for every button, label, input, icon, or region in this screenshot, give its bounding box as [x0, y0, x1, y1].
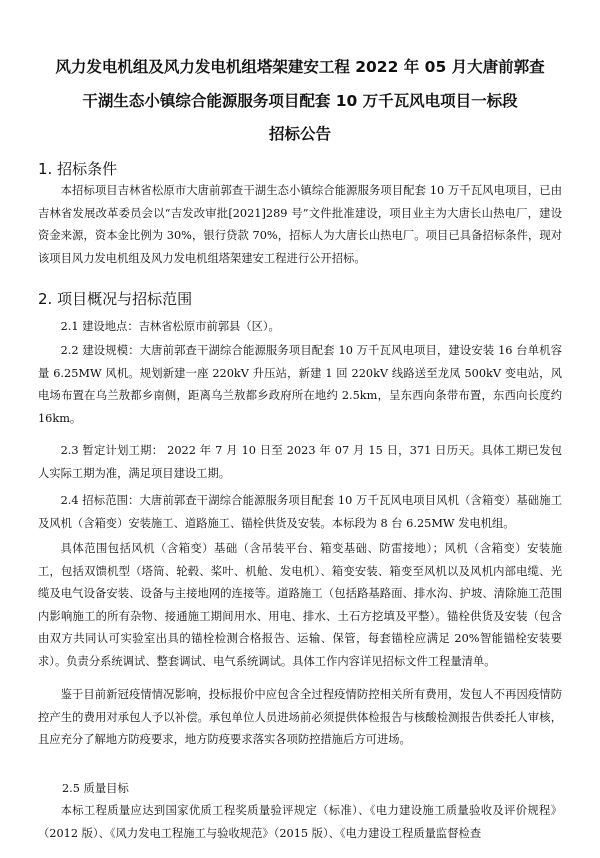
section-2-4-paragraph: 2.4 招标范围：大唐前郭查干湖综合能源服务项目配套 10 万千瓦风电项目风机（含箱变）基础施工及风机（含箱变）安装施工、道路施工、锚栓供货及安装。本标段为 8 台 6.25MW 发电机组。 — [38, 494, 562, 530]
title-line-1: 风力发电机组及风力发电机组塔架建安工程 2022 年 05 月大唐前郭查 — [55, 58, 545, 76]
title-line-3: 招标公告 — [268, 125, 331, 143]
epidemic-paragraph: 鉴于目前新冠疫情情况影响，投标报价中应包含全过程疫情防控相关所有费用，发包人不再因疫情防控产生的费用对承包人予以补偿。承包单位人员进场前必须提供体检报告与核酸检测报告供委托人审核，且应充分了解地方防疫要求，地方防疫要求落实各项防控措施后方可进场。 — [38, 688, 562, 747]
section-2-heading: 2. 项目概况与招标范围 — [38, 290, 193, 308]
title-line-2: 干湖生态小镇综合能源服务项目配套 10 万千瓦风电项目一标段 — [82, 92, 518, 110]
section-1-heading: 1. 招标条件 — [38, 160, 118, 178]
section-2-2-paragraph: 2.2 建设规模：大唐前郭查干湖综合能源服务项目配套 10 万千瓦风电项目，建设安装 16 台单机容量 6.25MW 风机。规划新建一座 220kV 升压站，新建 1 回 220kV 线路送至龙凤 500kV 变电站，风电场布置在乌兰敖都乡南侧，距离乌兰敖都乡政府所在地约 2.5km，呈东西向条带布置，东西向长度约 16km。 — [38, 344, 562, 425]
section-2-3-paragraph: 2.3 暂定计划工期： 2022 年 7 月 10 日至 2023 年 07 月 15 日，371 日历天。具体工期已发包人实际工期为准，满足项目建设工期。 — [38, 444, 562, 480]
section-2-1-paragraph: 2.1 建设地点：吉林省松原市前郭县（区）。 — [60, 320, 280, 333]
scope-detail-paragraph: 具体范围包括风机（含箱变）基础（含吊装平台、箱变基础、防雷接地）；风机（含箱变）安装施工，包括双馈机型（塔筒、轮毂、桨叶、机舱、发电机）、箱变安装、箱变至风机以及风机内部电缆、光缆及电气设备安装、设备与主接地网的连接等。道路施工（包括路基路面、排水沟、护坡、清除施工范围内影响施工的所有杂物、接通施工期间用水、用电、排水、土石方挖填及平整）。锚栓供货及安装（包含由双方共同认可实验室出具的锚栓检测合格报告、运输、保管，每套锚栓应满足 20%智能锚栓安装要求）。负责分系统调试、整套调试、电气系统调试。具体工作内容详见招标文件工程量清单。 — [38, 542, 562, 668]
section-1-paragraph: 本招标项目吉林省松原市大唐前郭查干湖生态小镇综合能源服务项目配套 10 万千瓦风电项目，已由吉林省发展改革委员会以“吉发改审批[2021]289 号”文件批准建设，项目业主为大唐长山热电厂，建设资金来源，资本金比例为 30%，银行贷款 70%，招标人为大唐长山热电厂。项目已具备招标条件，现对该项目风力发电机组及风力发电机组塔架建安工程进行公开招标。 — [38, 184, 562, 265]
quality-paragraph: 本标工程质量应达到国家优质工程奖质量验评规定（标准）、《电力建设施工质量验收及评价规程》（2012 版）、《风力发电工程施工与验收规范》（2015 版）、《电力建设工程质量监督检查 — [38, 804, 562, 840]
section-2-5-heading: 2.5 质量目标 — [62, 782, 129, 795]
